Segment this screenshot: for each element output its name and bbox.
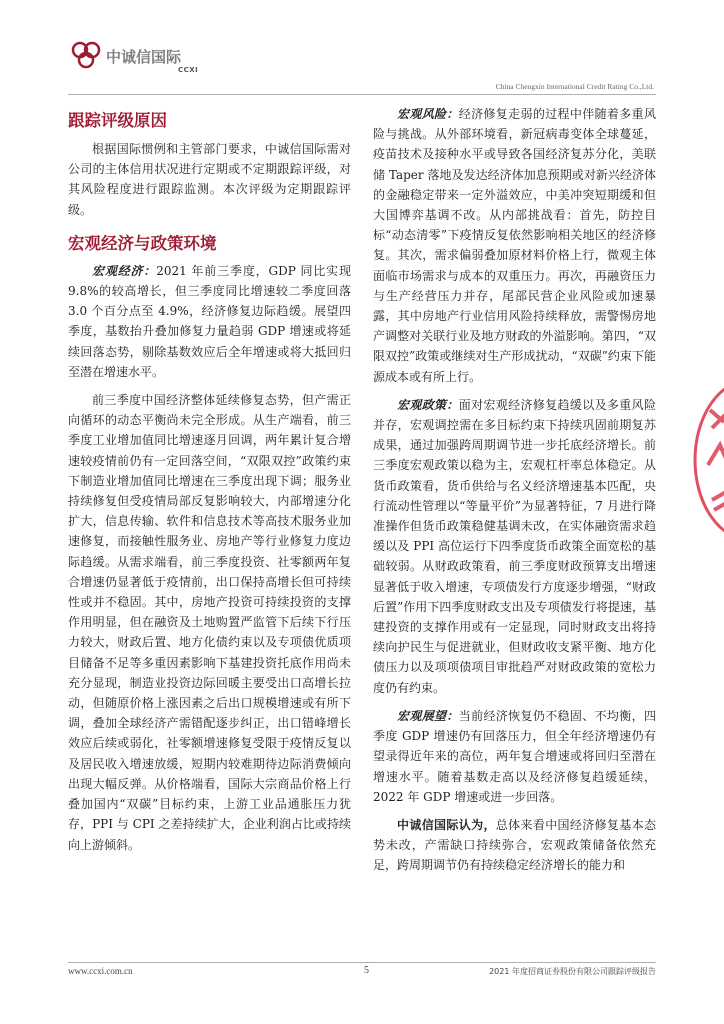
footer-report-title: 2021 年度招商证券股份有限公司跟踪评级报告 xyxy=(489,967,656,976)
macro-policy-paragraph xyxy=(373,395,656,698)
logo-chinese-text: 中诚信国际 xyxy=(106,48,182,66)
company-logo xyxy=(70,40,210,84)
macro-outlook-paragraph xyxy=(373,706,656,807)
paragraph-lead: 宏观风险： xyxy=(397,107,459,121)
company-english-name: China Chengxin International Credit Rating Co.,Ltd. xyxy=(495,82,654,91)
logo-english-text: CCXI xyxy=(178,66,199,74)
footer-website: www.ccxi.com.cn xyxy=(68,966,133,976)
left-column xyxy=(68,104,351,863)
red-seal-icon xyxy=(690,370,724,550)
economy-detail-paragraph: 前三季度中国经济整体延续修复态势，但产需正向循环的动态平衡尚未完全形成。从生产端看，前三季度工业增加值同比增速逐月回调，两年累计复合增速较疫情前仍有一定回落空间，“双限双控”政策约束下制造业增加值同比增速在三季度出现下调；服务业持续修复但受疫情局部反复影响较大，内部增速分化扩大，信息传输、软件和信息技术等高技术服务业加速修复，而接触性服务业、房地产等行业修复力度边际趋缓。从需求端看，前三季度投资、社零额两年复合增速仍显著低于疫情前，出口保持高增长但可持续性或并不稳固。其中，房地产投资可持续投资的支撑作用明显，但在融资及土地购置严监管下后续下行压力较大，财政后置、地方化债约束以及专项债优质项目储备不足等多重因素影响下基建投资托底作用尚未充分显现，制造业投资边际回暖主要受出口高增长拉动，但随原价格上涨因素之后出口规模增速或有所下调，叠加全球经济产需错配逐步纠正，出口错峰增长效应后续或弱化，社零额增速修复受限于疫情反复以及居民收入增速放缓，短期内较难期待边际消费倾向出现大幅反弹。从价格端看，国际大宗商品价格上行叠加国内“双碳”目标约束，上游工业品通胀压力犹存，PPI 与 CPI 之差持续扩大，企业利润占比或持续向上游倾斜。 xyxy=(68,393,351,852)
paragraph-lead: 宏观经济： xyxy=(92,263,157,278)
paragraph-body: 总体来看中国经济修复基本态势未改，产需缺口持续弥合，宏观政策储备依然充足，跨周期调节仍有持续稳定经济增长的能力和 xyxy=(373,817,656,873)
logo-mark-icon xyxy=(70,40,104,70)
right-column xyxy=(373,104,656,884)
macro-risk-paragraph xyxy=(373,104,656,387)
paragraph-lead: 中诚信国际认为， xyxy=(397,817,496,832)
tracking-reason-paragraph: 根据国际惯例和主管部门要求，中诚信国际需对公司的主体信用状况进行定期或不定期跟踪评级，对其风险程度进行跟踪监测。本次评级为定期跟踪评级。 xyxy=(68,142,351,217)
paragraph-body: 当前经济恢复仍不稳固、不均衡，四季度 GDP 增速仍有回落压力，但全年经济增速仍有望录得近年来的高位，两年复合增速或将回归至潜在增速水平。随着基数走高以及经济修复趋缓延续，2022 年 GDP 增速或进一步回落。 xyxy=(373,708,656,804)
paragraph-body: 2021 年前三季度，GDP 同比实现 9.8%的较高增长，但三季度同比增速较二季度回落 3.0 个百分点至 4.9%，经济修复边际趋缓。展望四季度，基数抬升叠加修复力量趋弱 GDP 增速或将延续回落态势，剔除基数效应后全年增速或将大抵回归至潜在增速水平。 xyxy=(68,263,351,379)
section-title-tracking-rating-reason: 跟踪评级原因 xyxy=(68,111,167,130)
seal-stamp xyxy=(690,370,724,550)
page-number: 5 xyxy=(364,965,369,976)
paragraph-lead: 宏观展望： xyxy=(397,708,459,723)
footer-divider xyxy=(68,962,656,963)
header-divider xyxy=(68,94,656,95)
paragraph-body: 经济修复走弱的过程中伴随着多重风险与挑战。从外部环境看，新冠病毒变体全球蔓延，疫苗技术及接种水平或导致各国经济复苏分化，美联储 Taper 落地及发达经济体加息预期或对新兴经济体的金融稳定带来一定外溢效应，中美冲突短期缓和但大国博弈基调不改。从内部挑战看：首先，防控目标“动态清零”下疫情反复依然影响相关地区的经济修复。其次，需求偏弱叠加原材料价格上行，微观主体面临市场需求与成本的双重压力。再次，再融资压力与生产经营压力并存，尾部民营企业风险或加速暴露，其中房地产行业信用风险持续释放，需警惕房地产调整对关联行业及地方财政的外溢影响。第四，“双限双控”政策或继续对生产形成扰动，“双碳”约束下能源成本或有所上行。 xyxy=(373,107,656,384)
ccxi-view-paragraph xyxy=(373,815,656,876)
paragraph-body: 面对宏观经济修复趋缓以及多重风险并存，宏观调控需在多目标约束下持续巩固前期复苏成果，通过加强跨周期调节进一步托底经济增长。前三季度宏观政策以稳为主，宏观杠杆率总体稳定。从货币政策看，货币供给与名义经济增速基本匹配，央行流动性管理以“等量平价”为显著特征，7 月进行降准操作但货币政策稳健基调未改，在实体融资需求趋缓以及 PPI 高位运行下四季度货币政策全面宽松的基础较弱。从财政政策看，前三季度财政预算支出增速显著低于收入增速，专项债发行方度逐步增强，“财政后置”作用下四季度财政支出及专项债发行将提速，基建投资的支撑作用或有一定显现，同时财政支出将持续向护民生与促进就业，但财政收支紧平衡、地方化债压力以及项项债项目审批趋严对财政政策的宽松力度仍有约束。 xyxy=(373,397,656,695)
macro-economy-paragraph xyxy=(68,261,351,382)
section-title-macro-economy: 宏观经济与政策环境 xyxy=(68,233,217,253)
paragraph-lead: 宏观政策： xyxy=(397,397,459,412)
